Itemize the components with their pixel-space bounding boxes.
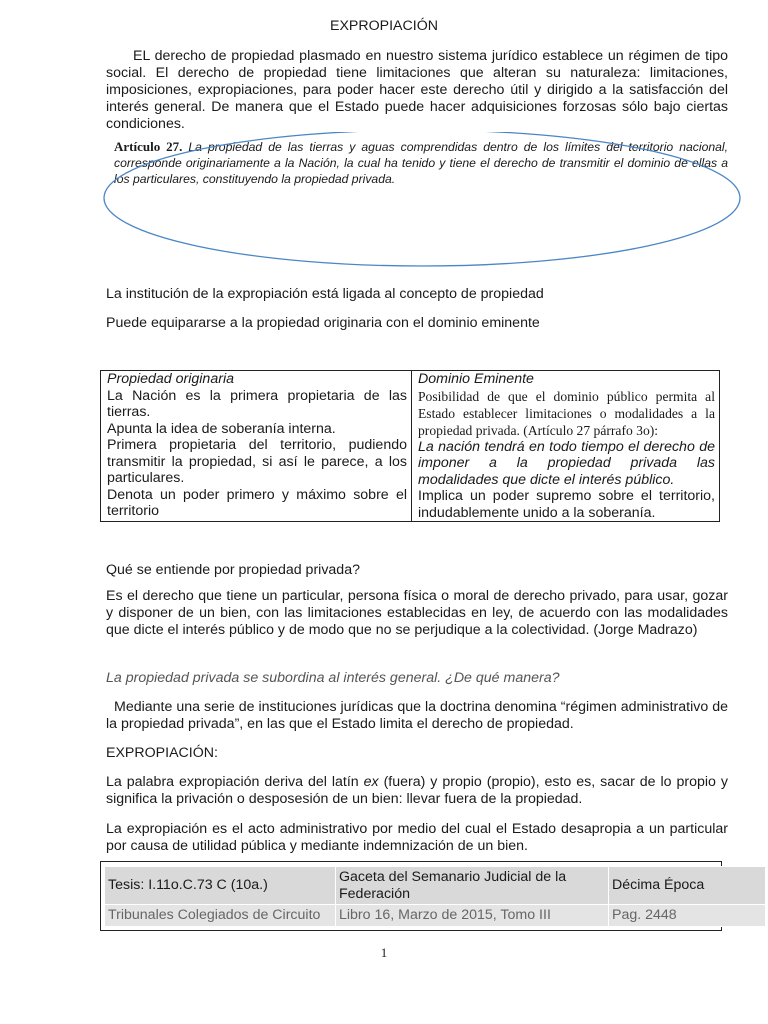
tesis-epoch-cell: Décima Época [609,867,766,905]
comparison-left-cell [101,371,412,522]
left-item-1: La Nación es la primera propietaria de las tierras. [107,387,407,420]
page-number: 1 [380,945,388,960]
etymology-part-1: La palabra expropiación deriva del latín [106,774,364,790]
tesis-volume-cell: Libro 16, Marzo de 2015, Tomo III [336,905,609,927]
etymology-paragraph [106,774,728,808]
left-item-4: Denota un poder primero y máximo sobre el territorio [107,486,407,519]
tesis-id-cell: Tesis: I.11o.C.73 C (10a.) [105,867,336,905]
highlight-ellipse [100,132,745,280]
answer-private-property: Es el derecho que tiene un particular, persona física o moral de derecho privado, para usar, gozar y disponer de un bien, con las limitaciones establecidas en ley, de acuerdo con las modalidades que dicte el interés público y de modo que no se perjudique a la colectividad. (Jorge Madrazo) [106,588,728,638]
tesis-source-cell: Gaceta del Semanario Judicial de la Federación [336,867,609,905]
right-column-header: Dominio Eminente [418,371,534,387]
left-item-3: Primera propietaria del territorio, pudiendo transmitir la propiedad, si así le parece, a los particulares. [107,437,407,486]
comparison-right-cell [412,371,720,522]
equivalence-line: Puede equipararse a la propiedad originaria con el dominio eminente [106,315,540,331]
etymology-part-2: (fuera) y propio (propio), esto es, sacar de lo propio y significa la privación o desposesión de un bien: llevar fuera de la propiedad. [106,774,728,807]
institution-line: La institución de la expropiación está ligada al concepto de propiedad [106,286,544,302]
article-label: Artículo 27. [114,139,183,154]
document-title: EXPROPIACIÓN [329,18,438,34]
left-item-2: Apunta la idea de soberanía interna. [107,420,336,437]
article-text: La propiedad de las tierras y aguas comprendidas dentro de los límites del territorio nacional, corresponde originariamente a la Nación, la cual ha tenido y tiene el derecho de transmitir el dominio de ellas a los particulares, constituyendo la propiedad privada. [114,140,728,186]
right-item-1: Posibilidad de que el dominio público permita al Estado establecer limitaciones o modalidades a la propiedad privada. (Artículo 27 párrafo 3o): [418,388,715,438]
etymology-latin-term: ex [363,774,379,790]
answer-subordination: Mediante una serie de instituciones jurídicas que la doctrina denomina “régimen administrativo de la propiedad privada”, en las que el Estado limita el derecho de propiedad. [106,699,728,732]
tesis-page-cell: Pag. 2448 [609,905,766,927]
left-column-header: Propiedad originaria [107,371,234,387]
right-item-2: La nación tendrá en todo tiempo el derecho de imponer a la propiedad privada las modalidades que dicte el interés público. [418,438,715,488]
definition-paragraph: La expropiación es el acto administrativo por medio del cual el Estado desapropia a un particular por causa de utilidad pública y mediante indemnización de un bien. [106,821,728,854]
expropiacion-heading: EXPROPIACIÓN: [106,745,218,761]
comparison-table [100,370,720,522]
tesis-table [104,866,766,927]
intro-paragraph: EL derecho de propiedad plasmado en nuestro sistema jurídico establece un régimen de tipo social. El derecho de propiedad tiene limitaciones que alteran su naturaleza: limitaciones, imposiciones, expropiaciones, para poder hacer este derecho útil y dirigido a la satisfacción del interés general. De manera que el Estado puede hacer adquisiciones forzosas sólo bajo ciertas condiciones. [106,48,728,132]
tesis-court-cell: Tribunales Colegiados de Circuito [105,905,336,927]
right-item-3: Implica un poder supremo sobre el territorio, indudablemente unido a la soberanía. [418,488,715,521]
question-subordination: La propiedad privada se subordina al interés general. ¿De qué manera? [106,670,560,686]
question-private-property: Qué se entiende por propiedad privada? [106,562,360,578]
